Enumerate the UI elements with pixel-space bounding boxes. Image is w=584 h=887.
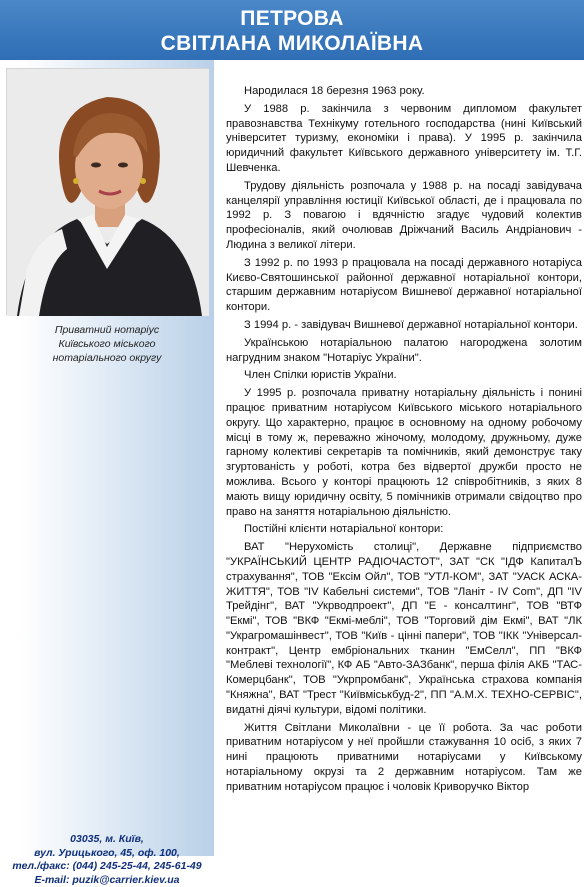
photo-caption xyxy=(0,323,214,365)
paragraph-clients-heading: Постійні клієнти нотаріальної контори: xyxy=(226,522,582,537)
page-header xyxy=(0,0,584,60)
paragraph-education: У 1988 р. закінчила з червоним дипломом факультет правознавства Технікуму готельного господарства (нині Київський університет туризму, економіки і права). У 1995 р. закінчила юридичний факультет Київського державного університету ім. Т.Г. Шевченка. xyxy=(226,102,582,176)
paragraph-life-work: Життя Світлани Миколаївни - це її робота. За час роботи приватним нотаріусом у неї пройшли стажування 10 осіб, з яких 7 нині працюють приватними нотаріусами у Київському нотаріальному окрузі та 2 державним нотаріусом. Там же приватним нотаріусом працює і чоловік Криворучко Віктор xyxy=(226,721,582,795)
paragraph-membership: Член Спілки юристів України. xyxy=(226,368,582,383)
paragraph-head-office: З 1994 р. - завідувач Вишневої державної нотаріальної контори. xyxy=(226,318,582,333)
header-surname: ПЕТРОВА xyxy=(0,6,584,31)
paragraph-private-practice: У 1995 р. розпочала приватну нотаріальну діяльність і понині працює приватним нотаріусом Київського міського нотаріального округу. Що характерно, працює в основному на одному робочому місці в тому ж, переважно жіночому, молодому, дружньому, дуже гарному колективі секретарів та помічників, який демонструє таку згуртованість у роботі, котра без відвертої дружби просто не можлива. Всього у конторі працюють 12 співробітників, з яких 8 мають вищу юридичну освіту, 5 помічників отримали свідоцтво про право на заняття нотаріальною діяльністю. xyxy=(226,386,582,519)
contact-phone-fax: тел./факс: (044) 245-25-44, 245-61-49 xyxy=(0,860,214,874)
caption-line-1: Приватний нотаріус xyxy=(0,323,214,337)
paragraph-career-start: Трудову діяльність розпочала у 1988 р. на посаді завідувача канцелярії управління юстиції Київської області, де і працювала по 1992 р. З повагою і вдячністю згадує чудовий колектив професіоналів, який очолював Дріжчаний Василь Андріанович - Людина з великої літери. xyxy=(226,179,582,253)
paragraph-birth: Народилася 18 березня 1963 року. xyxy=(226,84,582,99)
paragraph-award: Українською нотаріальною палатою нагороджена золотим нагрудним знаком "Нотаріус України". xyxy=(226,336,582,366)
contact-info xyxy=(0,833,214,887)
caption-line-3: нотаріального округу xyxy=(0,351,214,365)
biography-text xyxy=(226,84,582,798)
paragraph-clients-list: ВАТ "Нерухомість столиці", Державне підприємство "УКРАЇНСЬКИЙ ЦЕНТР РАДІОЧАСТОТ", ЗАТ "СК "ІДФ КапиталЪ страхування", ТОВ "Ексім Ойл", ТОВ "УТЛ-КОМ", ЗАТ "УАСК АСКА-ЖИТТЯ", ТОВ "IV Кабельні системи", ТОВ "Ланіт - IV Com", ДП "IV Трейдінг", ВАТ "Укрводпроект", ДП "Е - консалтинг", ТОВ "ВТФ "Екмі", ТОВ "ВКФ "Екмі-меблі", ТОВ "Торговий дім Екмі", ВАТ "ЛК "Украгромашінвест", ТОВ "Київ - цінні папери", ТОВ "ІКК "Універсал-контракт", Центр ембріональних тканин "ЕмСелл", ПП "ВКФ "Меблеві технології", КФ АБ "Авто-ЗАЗбанк", перша філія АКБ "ТАС-Комерцбанк", ТОВ "Укрпромбанк", Українська страхова компанія "Княжна", ВАТ "Трест "Київміськбуд-2", ПП "А.М.Х. ТЕХНО-СЕРВІС", видатні діячі культури, відомі політики. xyxy=(226,540,582,718)
contact-postal-city: 03035, м. Київ, xyxy=(0,833,214,847)
contact-street: вул. Урицького, 45, оф. 100, xyxy=(0,847,214,861)
sidebar xyxy=(0,60,214,856)
contact-email[interactable]: E-mail: puzik@carrier.kiev.ua xyxy=(0,874,214,887)
portrait-illustration xyxy=(7,69,209,316)
portrait-photo xyxy=(6,68,208,315)
paragraph-state-notary: З 1992 р. по 1993 р працювала на посаді державного нотаріуса Києво-Святошинської районної державної нотаріальної контори, старшим державним нотаріусом Вишневої державної нотаріальної контори. xyxy=(226,256,582,315)
header-name: СВІТЛАНА МИКОЛАЇВНА xyxy=(0,31,584,56)
caption-line-2: Київського міського xyxy=(0,337,214,351)
